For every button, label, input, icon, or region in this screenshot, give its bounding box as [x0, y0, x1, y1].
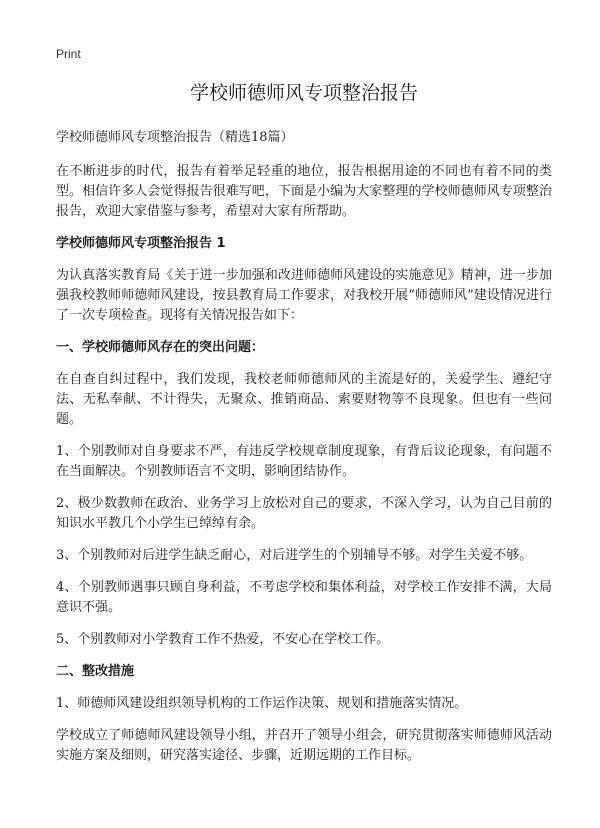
- section-heading-measures: 二、整改措施: [56, 664, 135, 679]
- issue-item: 4、个别教师遇事只顾自身利益，不考虑学校和集体利益，对学校工作安排不满，大局意识不强。: [56, 580, 552, 615]
- issue-item: 5、个别教师对小学教育工作不热爱，不安心在学校工作。: [56, 632, 390, 647]
- section-heading-problems: 一、学校师德师风存在的突出问题：: [56, 340, 265, 355]
- issue-item: 3、个别教师对后进学生缺乏耐心，对后进学生的个别辅导不够。对学生关爱不够。: [56, 548, 533, 563]
- problems-intro-paragraph: 在自查自纠过程中，我们发现，我校老师师德师风的主流是好的，关爱学生、遵纪守法、无私奉献、不计得失，无聚众、推销商品、索要财物等不良现象。但也有一些问题。: [56, 372, 552, 427]
- measure-item: 学校成立了师德师风建设领导小组，并召开了领导小组会，研究贯彻落实师德师风活动实施方案及细则，研究落实途径、步骤，近期远期的工作目标。: [56, 728, 552, 763]
- report-intro-paragraph: 为认真落实教育局《关于进一步加强和改进师德师风建设的实施意见》精神，进一步加强我校教师师德师风建设，按县教育局工作要求，对我校开展“师德师风”建设情况进行了一次专项检查。现将有关情况报告如下：: [56, 268, 552, 323]
- intro-paragraph: 在不断进步的时代，报告有着举足轻重的地位，报告根据用途的不同也有着不同的类型。相信许多人会觉得报告很难写吧，下面是小编为大家整理的学校师德师风专项整治报告，欢迎大家借鉴与参考，希望对大家有所帮助。: [56, 164, 552, 219]
- print-label: Print: [56, 47, 81, 61]
- issue-item: 1、个别教师对自身要求不严，有违反学校规章制度现象，有背后议论现象，有问题不在当面解决。个别教师语言不文明，影响团结协作。: [56, 444, 552, 479]
- report-heading: 学校师德师风专项整治报告 1: [56, 236, 226, 251]
- measure-item: 1、师德师风建设组织领导机构的工作运作决策、规划和措施落实情况。: [56, 696, 468, 711]
- issue-item: 2、极少数教师在政治、业务学习上放松对自己的要求，不深入学习，认为自己目前的知识水平教几个小学生已绰绰有余。: [56, 496, 552, 531]
- document-title: 学校师德师风专项整治报告: [189, 82, 418, 104]
- document-subtitle: 学校师德师风专项整治报告（精选18篇）: [56, 130, 294, 145]
